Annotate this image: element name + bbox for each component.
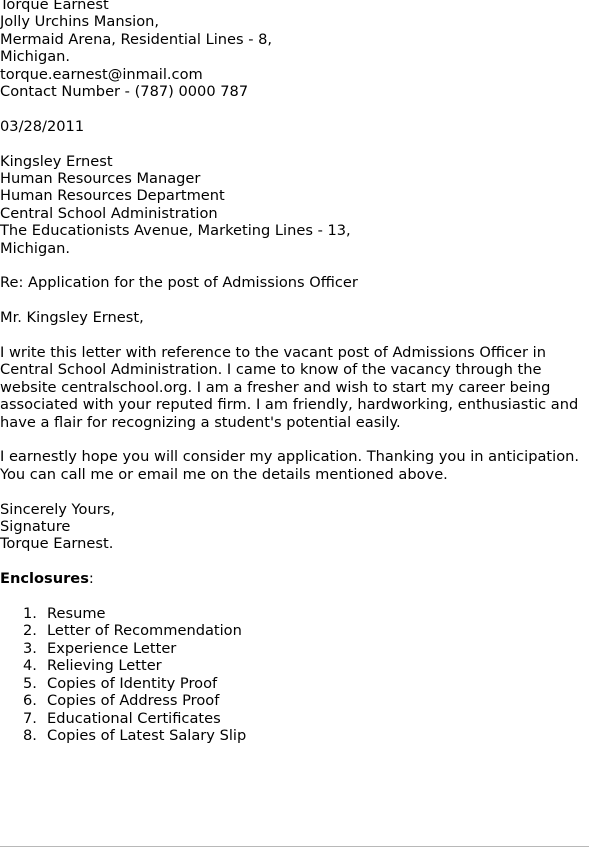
body-paragraph-2 <box>0 448 589 483</box>
body-line: website centralschool.org. I am a fresher and wish to start my career being <box>0 378 551 396</box>
enclosures-list <box>0 605 589 744</box>
sender-address-line-1: Jolly Urchins Mansion, <box>0 13 160 31</box>
recipient-address-line: The Educationists Avenue, Marketing Lines - 13, <box>0 222 351 240</box>
list-label: Experience Letter <box>47 639 177 657</box>
salutation: Mr. Kingsley Ernest, <box>0 309 144 327</box>
recipient-title: Human Resources Manager <box>0 170 201 188</box>
sender-email: torque.earnest@inmail.com <box>0 65 203 83</box>
body-line: have a flair for recognizing a student's potential easily. <box>0 413 401 431</box>
list-number: 5. <box>23 674 37 692</box>
sender-contact: Contact Number - (787) 0000 787 <box>0 83 249 101</box>
list-label: Copies of Address Proof <box>47 692 220 710</box>
list-number: 6. <box>23 692 37 710</box>
list-number: 4. <box>23 657 37 675</box>
list-number: 2. <box>23 622 37 640</box>
list-item <box>0 605 589 622</box>
body-line: I earnestly hope you will consider my application. Thanking you in anticipation. <box>0 448 580 466</box>
body-line: You can call me or email me on the details mentioned above. <box>0 465 448 483</box>
letter-date: 03/28/2011 <box>0 117 85 135</box>
valediction: Sincerely Yours, <box>0 500 115 518</box>
sender-state: Michigan. <box>0 48 71 66</box>
closing-name: Torque Earnest. <box>0 535 114 553</box>
recipient-address <box>0 153 589 257</box>
signature: Signature <box>0 518 71 536</box>
body-paragraph-1 <box>0 344 589 431</box>
list-item <box>0 657 589 674</box>
subject-line: Re: Application for the post of Admissions Officer <box>0 274 358 292</box>
recipient-organization: Central School Administration <box>0 204 218 222</box>
recipient-state: Michigan. <box>0 239 71 257</box>
enclosures-colon: : <box>88 570 94 588</box>
sender-address <box>0 0 589 100</box>
enclosures-title: Enclosures <box>0 570 89 588</box>
body-line: associated with your reputed firm. I am friendly, hardworking, enthusiastic and <box>0 396 579 414</box>
list-item <box>0 727 589 744</box>
list-label: Educational Certificates <box>47 709 221 727</box>
enclosures-section <box>0 570 589 744</box>
list-number: 8. <box>23 726 37 744</box>
sender-address-line-2: Mermaid Arena, Residential Lines - 8, <box>0 30 273 48</box>
list-item <box>0 622 589 639</box>
list-item <box>0 675 589 692</box>
list-item <box>0 640 589 657</box>
list-label: Copies of Identity Proof <box>47 674 218 692</box>
list-label: Copies of Latest Salary Slip <box>47 726 247 744</box>
recipient-department: Human Resources Department <box>0 187 225 205</box>
body-line: I write this letter with reference to the vacant post of Admissions Officer in <box>0 344 546 362</box>
list-item <box>0 692 589 709</box>
recipient-name: Kingsley Ernest <box>0 152 113 170</box>
list-label: Relieving Letter <box>47 657 162 675</box>
list-item <box>0 710 589 727</box>
list-number: 1. <box>23 605 37 623</box>
page-bottom-divider <box>0 846 589 847</box>
closing <box>0 501 589 553</box>
list-label: Letter of Recommendation <box>47 622 242 640</box>
sender-name: Torque Earnest <box>0 0 109 13</box>
body-line: Central School Administration. I came to know of the vacancy through the <box>0 361 542 379</box>
enclosures-heading <box>0 570 589 587</box>
list-label: Resume <box>47 605 106 623</box>
list-number: 3. <box>23 639 37 657</box>
list-number: 7. <box>23 709 37 727</box>
